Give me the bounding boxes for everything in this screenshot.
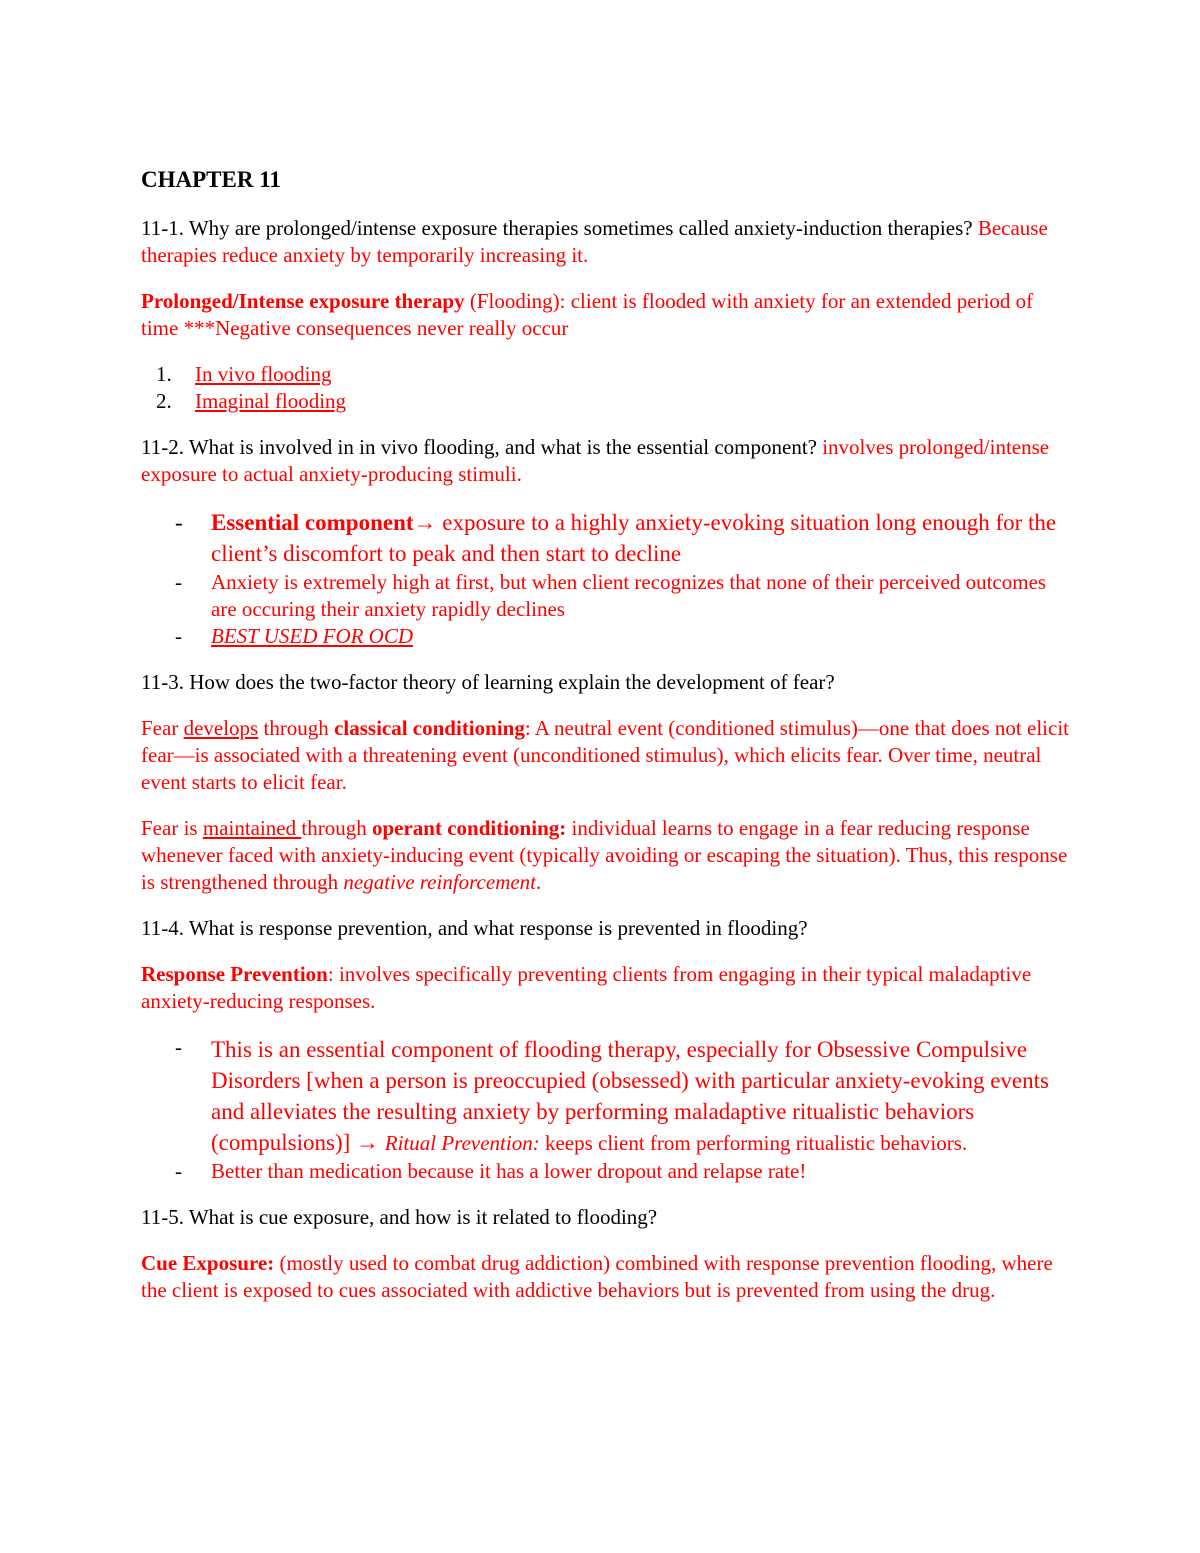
negative-reinforcement-term: negative reinforcement	[343, 870, 537, 894]
in-vivo-bullets	[141, 507, 1071, 650]
list-item: - Better than medication because it has a lower dropout and relapse rate!	[141, 1158, 1071, 1185]
document-page	[141, 160, 1071, 1323]
response-prevention-bullets	[141, 1034, 1071, 1185]
flooding-term: Prolonged/Intense exposure therapy	[141, 289, 465, 313]
list-item: - Anxiety is extremely high at first, but when client recognizes that none of their perceived outcomes are occuring their anxiety rapidly declines	[141, 569, 1071, 623]
answer-text: Because therapies reduce anxiety by temporarily increasing it.	[141, 216, 1048, 267]
bullet-term: Essential component	[211, 510, 414, 535]
question-11-1	[141, 215, 1071, 269]
classical-conditioning-term: classical conditioning	[334, 716, 525, 740]
operant-conditioning-term: operant conditioning:	[371, 816, 567, 840]
flooding-types-list	[141, 361, 1071, 415]
list-item	[141, 1034, 1071, 1158]
develops-word: develops	[183, 716, 259, 740]
text-span: keeps client from performing ritualistic behaviors.	[539, 1131, 968, 1155]
flooding-type-in-vivo: In vivo flooding	[195, 362, 332, 386]
classical-conditioning-paragraph	[141, 715, 1071, 796]
flooding-definition	[141, 288, 1071, 342]
bullet-text: This is an essential component of flooding therapy, especially for Obsessive Compulsive Disorders [when a person is preoccupied (obsessed) with particular anxiety-evoking events and alleviates the resulting anxiety by performing maladaptive ritualistic behaviors (compulsions)] →	[211, 1037, 1049, 1155]
question-11-5: 11-5. What is cue exposure, and how is it related to flooding?	[141, 1205, 658, 1229]
question-11-4: 11-4. What is response prevention, and what response is prevented in flooding?	[141, 916, 808, 940]
text-span: .	[536, 870, 542, 894]
chapter-title: CHAPTER 11	[141, 167, 281, 192]
list-item	[177, 361, 1071, 388]
cue-exposure-term: Cue Exposure:	[141, 1251, 275, 1275]
text-span: Fear is	[141, 816, 203, 840]
question-11-3: 11-3. How does the two-factor theory of learning explain the development of fear?	[141, 670, 835, 694]
question-text: 11-1. Why are prolonged/intense exposure therapies sometimes called anxiety-induction therapies?	[141, 216, 973, 240]
response-prevention-definition	[141, 961, 1071, 1015]
text-span: : involves specifically preventing clients from engaging in their typical maladaptive anxiety-reducing responses.	[141, 962, 1032, 1013]
list-item	[177, 388, 1071, 415]
text-span: Fear	[141, 716, 184, 740]
text-span: (mostly used to combat drug addiction) combined with response prevention flooding, where the client is exposed to cues associated with addictive behaviors but is prevented from using the drug.	[141, 1251, 1053, 1302]
answer-text: involves prolonged/intense exposure to actual anxiety-producing stimuli.	[141, 435, 1050, 486]
question-text: 11-2. What is involved in in vivo flooding, and what is the essential component?	[141, 435, 817, 459]
response-prevention-term: Response Prevention	[141, 962, 328, 986]
maintained-word: maintained	[202, 816, 302, 840]
bullet-text: → exposure to a highly anxiety-evoking situation long enough for the client’s discomfort to peak and then start to decline	[211, 510, 1057, 566]
cue-exposure-definition	[141, 1250, 1071, 1304]
operant-conditioning-paragraph	[141, 815, 1071, 896]
text-span: : A neutral event (conditioned stimulus)—one that does not elicit fear—is associated with a threatening event (unconditioned stimulus), which elicits fear. Over time, neutral event starts to elicit fear.	[141, 716, 1069, 794]
flooding-type-imaginal: Imaginal flooding	[195, 389, 347, 413]
flooding-rest: (Flooding): client is flooded with anxiety for an extended period of time ***Negative consequences never really occur	[141, 289, 1034, 340]
question-11-2	[141, 434, 1071, 488]
text-span: through	[301, 816, 372, 840]
list-item	[141, 507, 1071, 569]
list-item: - BEST USED FOR OCD	[141, 623, 1071, 650]
ritual-prevention-term: Ritual Prevention:	[384, 1131, 540, 1155]
text-span: through	[258, 716, 335, 740]
text-span: individual learns to engage in a fear reducing response whenever faced with anxiety-inducing event (typically avoiding or escaping the situation). Thus, this response is strengthened through	[141, 816, 1068, 894]
